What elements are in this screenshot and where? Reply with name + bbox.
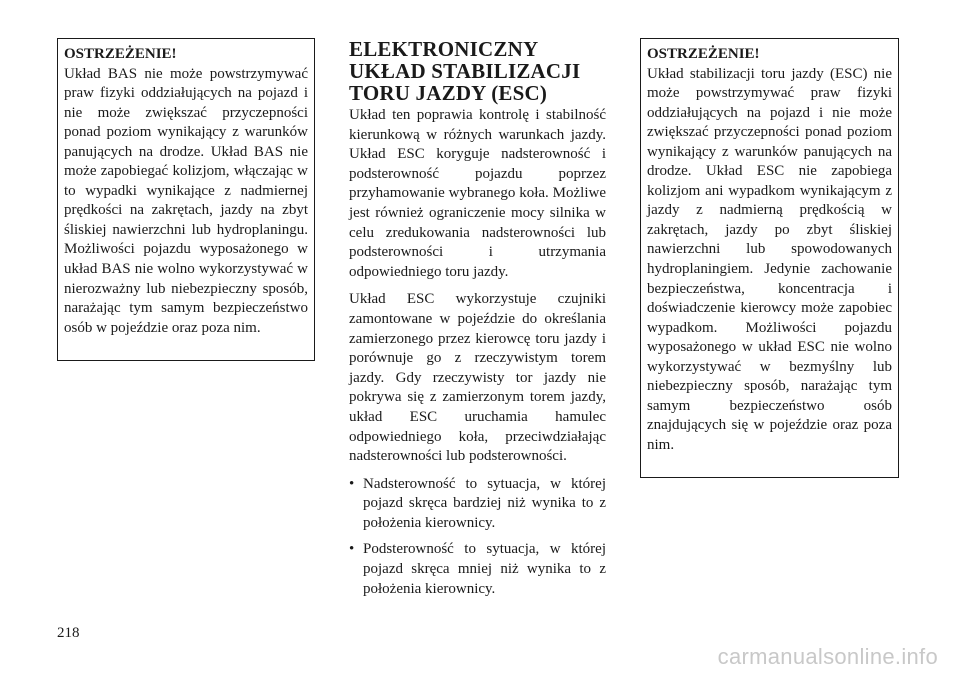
watermark: carmanualsonline.info	[717, 644, 938, 669]
bullet-list	[349, 475, 606, 600]
list-item-text: Podsterowność to sytuacja, w której pojazd skręca mniej niż wynika to z położenia kierownicy.	[363, 541, 606, 597]
warning-box-bas	[57, 38, 315, 361]
body-paragraph: Układ ten poprawia kontrolę i stabilność kierunkową w różnych warunkach jazdy. Układ ESC koryguje nadsterowność i podsterowność pojazdu poprzez przyhamowanie wybranego koła. Możliwe jest również ograniczenie mocy silnika w celu zredukowania nadsterowności lub podsterowności i utrzymania odpowiedniego toru jazdy.	[349, 107, 606, 280]
bullet-icon: •	[349, 541, 355, 558]
warning-text: Układ BAS nie może powstrzymywać praw fizyki oddziałujących na pojazd i nie może zwiększać przyczepności ponad poziom wynikający z warunków panujących na drodze. Układ BAS nie może zapobiegać kolizjom, włączając w to wypadki wynikające z nadmiernej prędkości na zakrętach, jazdy na zbyt śliskiej nawierzchni lub hydroplaningu. Możliwości pojazdu wyposażonego w układ BAS nie wolno wykorzystywać w nierozważny lub niebezpieczny sposób, narażając tym samym bezpieczeństwo osób w pojeździe oraz poza nim.	[64, 65, 308, 336]
warning-text: Układ stabilizacji toru jazdy (ESC) nie może powstrzymywać praw fizyki oddziałujących na pojazd i nie może zwiększać przyczepności ponad poziom wynikający z warunków panujących na drodze. Układ ESC nie zapobiega kolizjom ani wypadkom wynikającym z jazdy z nadmierną prędkością w zakrętach, jazdy po zbyt śliskiej nawierzchni lub spowodowanych hydroplaningiem. Jedynie zachowanie bezpieczeństwa, koncentracja i doświadczenie kierowcy może zapobiec wypadkom. Możliwości pojazdu wyposażonego w układ ESC nie wolno wykorzystywać w bezmyślny lub niebezpieczny sposób, narażając tym samym bezpieczeństwo osób znajdujących się w pojeździe oraz poza nim.	[647, 65, 892, 453]
warning-box-esc	[640, 38, 899, 478]
list-item	[349, 475, 606, 534]
list-item	[349, 540, 606, 599]
warning-title: OSTRZEŻENIE!	[647, 46, 760, 62]
bullet-icon: •	[349, 475, 355, 492]
section-heading: ELEKTRONICZNY UKŁAD STABILIZACJI TORU JAZDY (ESC)	[349, 37, 581, 105]
list-item-text: Nadsterowność to sytuacja, w której pojazd skręca bardziej niż wynika to z położenia kierownicy.	[363, 475, 606, 531]
esc-section	[349, 38, 606, 606]
page-number: 218	[57, 625, 80, 641]
warning-title: OSTRZEŻENIE!	[64, 46, 177, 62]
body-paragraph: Układ ESC wykorzystuje czujniki zamontowane w pojeździe do określania zamierzonego przez kierowcę toru jazdy i porównuje go z rzeczywistym torem jazdy. Gdy rzeczywisty tor jazdy nie pokrywa się z zamierzonym torem jazdy, układ ESC uruchamia hamulec odpowiedniego koła, przeciwdziałając nadsterowności lub podsterowności.	[349, 291, 606, 465]
